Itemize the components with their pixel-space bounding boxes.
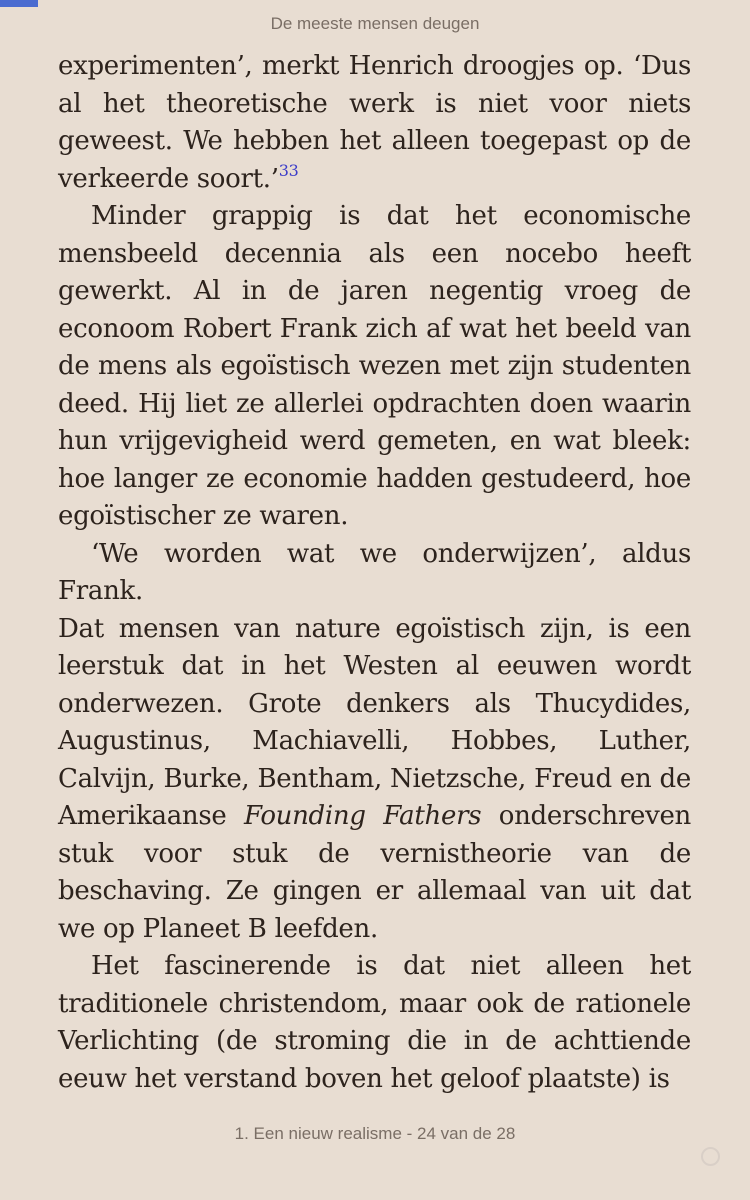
paragraph-text: Dat mensen van nature egoïstisch zijn, is een leerstuk dat in het Westen al eeuwen wordt onderwezen. Grote denkers als Thucydides, Augustinus, Machiavelli, Hobbes, Luther, Calvijn, Burke, Bentham, Nietzsche, Freud en de Amerikaanse xyxy=(58,613,691,831)
paragraph: ‘We worden wat we onderwijzen’, aldus Frank. xyxy=(58,538,691,606)
paragraph-text: experimenten’, merkt Henrich droogjes op. ‘Dus al het theoretische werk is niet voor niets geweest. We hebben het alleen toegepast op de verkeerde soort.’ xyxy=(58,51,691,194)
reading-progress-bar xyxy=(0,0,38,7)
circle-icon[interactable] xyxy=(701,1147,720,1166)
paragraph xyxy=(58,48,691,198)
footnote-link[interactable]: 33 xyxy=(278,160,299,180)
paragraph xyxy=(58,611,691,949)
chapter-page-indicator: 1. Een nieuw realisme - 24 van de 28 xyxy=(234,1124,516,1143)
page-body[interactable] xyxy=(58,48,691,1098)
book-title: De meeste mensen deugen xyxy=(270,14,480,33)
paragraph: Minder grappig is dat het economische mensbeeld decennia als een nocebo heeft gewerkt. Al in de jaren negentig vroeg de econoom Robert Frank zich af wat het beeld van de mens als egoïstisch wezen met zijn studenten deed. Hij liet ze allerlei opdrachten doen waarin hun vrijgevigheid werd gemeten, en wat bleek: hoe langer ze economie hadden gestudeerd, hoe egoïstischer ze waren. xyxy=(58,201,691,531)
paragraph: Het fascinerende is dat niet alleen het traditionele christendom, maar ook de rationele Verlichting (de stroming die in de achttiende eeuw het verstand boven het geloof plaatste) is xyxy=(58,951,691,1094)
paragraph-text: onderschreven stuk voor stuk de vernistheorie van de beschaving. Ze gingen er allemaal van uit dat we op Planeet B leefden. xyxy=(58,801,691,944)
italic-phrase: Founding Fathers xyxy=(244,801,482,831)
